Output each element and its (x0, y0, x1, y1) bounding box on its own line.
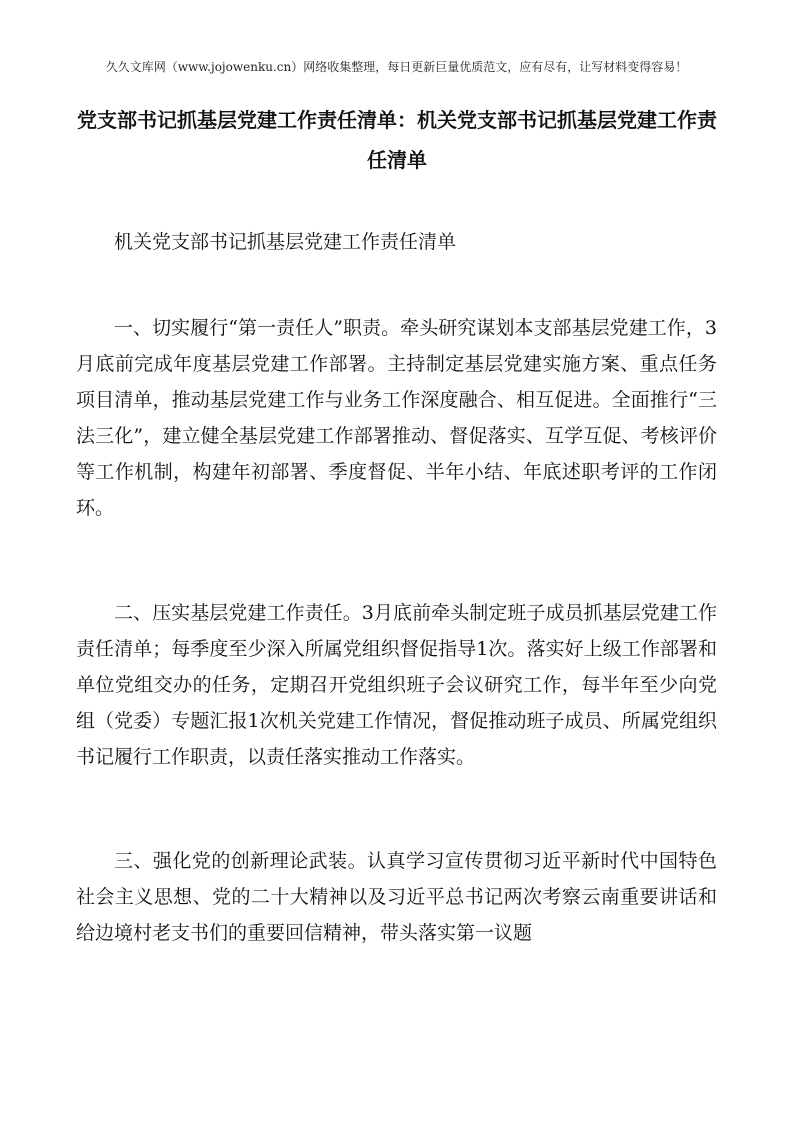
paragraph-1: 一、切实履行“第一责任人”职责。牵头研究谋划本支部基层党建工作，3月底前完成年度基层党建工作部署。主持制定基层党建实施方案、重点任务项目清单，推动基层党建工作与业务工作深度融合、相互促进。全面推行“三法三化”，建立健全基层党建工作部署推动、督促落实、互学互促、考核评价等工作机制，构建年初部署、季度督促、半年小结、年底述职考评的工作闭环。 (76, 317, 717, 519)
paragraph-3: 三、强化党的创新理论武装。认真学习宣传贯彻习近平新时代中国特色社会主义思想、党的二十大精神以及习近平总书记两次考察云南重要讲话和给边境村老支书们的重要回信精神，带头落实第一议题 (76, 850, 717, 944)
document-subtitle: 机关党支部书记抓基层党建工作责任清单 (114, 231, 457, 253)
paragraph-2: 二、压实基层党建工作责任。3月底前牵头制定班子成员抓基层党建工作责任清单；每季度至少深入所属党组织督促指导1次。落实好上级工作部署和单位党组交办的任务，定期召开党组织班子会议研究工作，每半年至少向党组（党委）专题汇报1次机关党建工作情况，督促推动班子成员、所属党组织书记履行工作职责，以责任落实推动工作落实。 (76, 602, 717, 768)
header-note: 久久文库网（www.jojowenku.cn）网络收集整理，每日更新巨量优质范文，应有尽有，让写材料变得容易！ (105, 60, 688, 74)
document-title: 党支部书记抓基层党建工作责任清单：机关党支部书记抓基层党建工作责任清单 (77, 108, 717, 172)
